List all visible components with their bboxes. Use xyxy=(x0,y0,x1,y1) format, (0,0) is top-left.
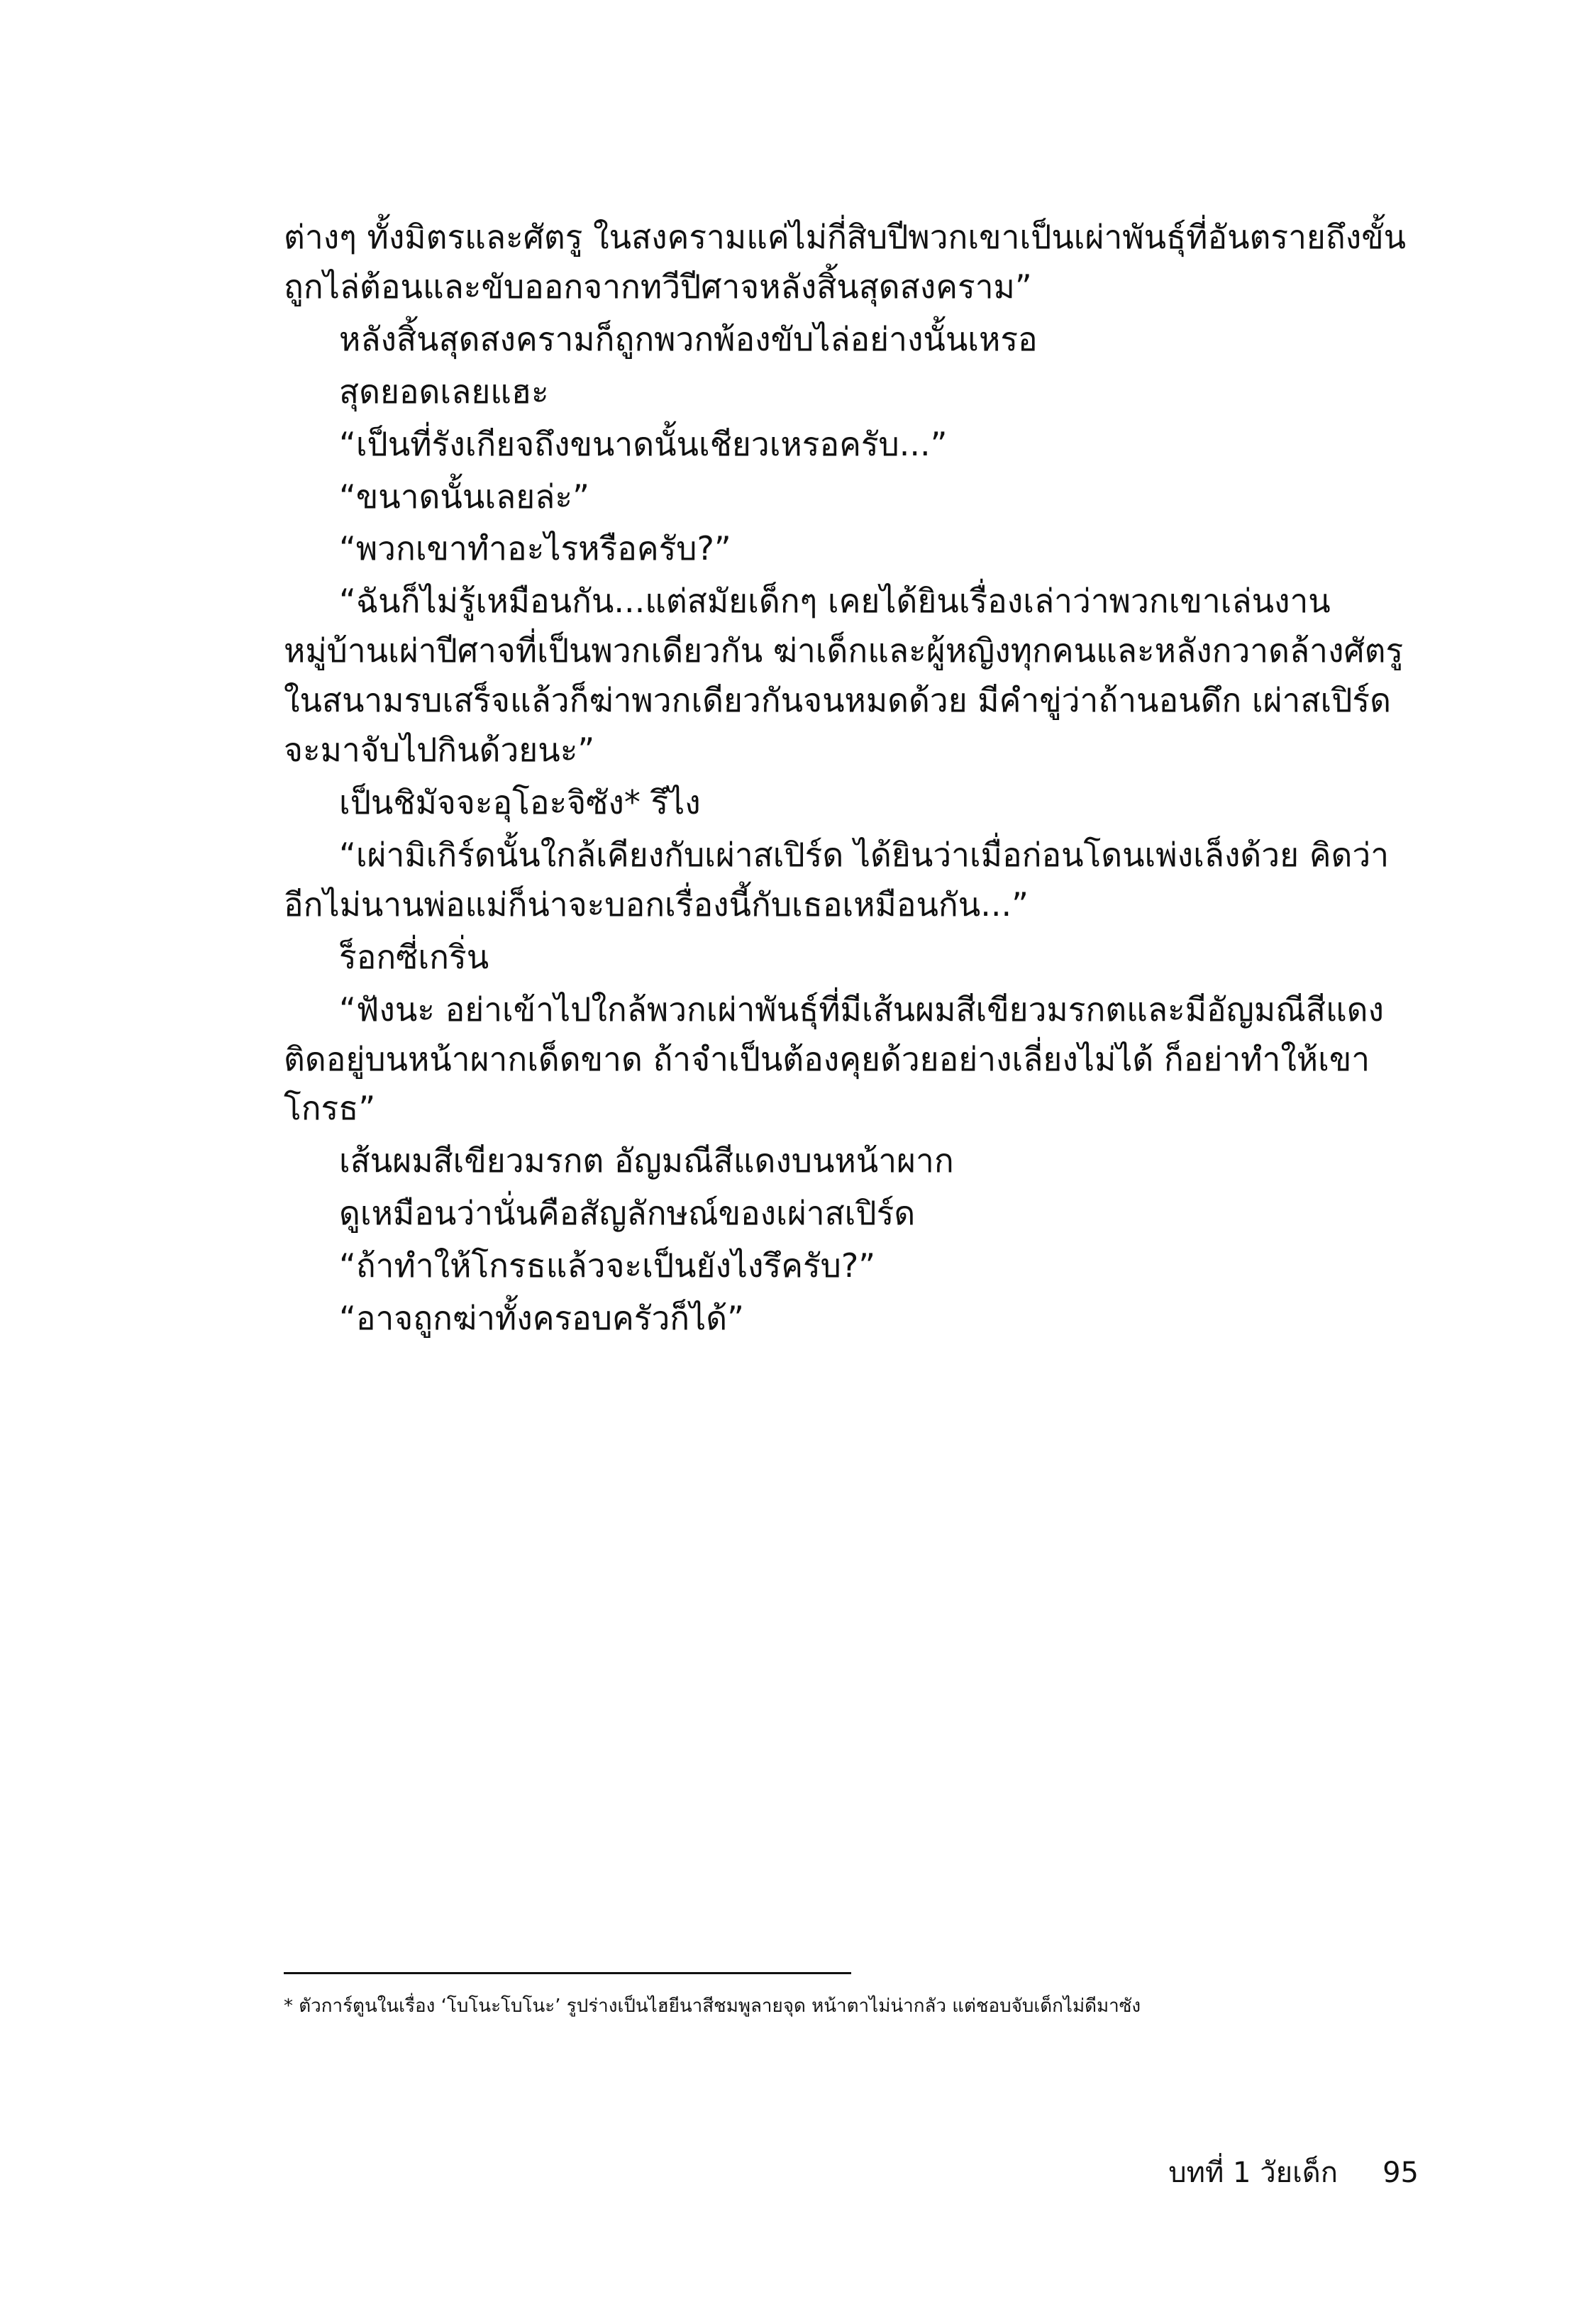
paragraph: ต่างๆ ทั้งมิตรและศัตรู ในสงครามแค่ไม่กี่สิบปีพวกเขาเป็นเผ่าพันธุ์ที่อันตรายถึงขั้นถูกไล่ต้อนและขับออกจากทวีปีศาจหลังสิ้นสุดสงคราม” xyxy=(284,218,1407,306)
paragraph: ร็อกซี่เกริ่น xyxy=(339,937,489,976)
paragraph: “ถ้าทำให้โกรธแล้วจะเป็นยังไงรึครับ?” xyxy=(339,1246,876,1285)
paragraph: “เป็นที่รังเกียจถึงขนาดนั้นเชียวเหรอครับ...” xyxy=(339,424,948,463)
paragraph: สุดยอดเลยแฮะ xyxy=(339,372,549,411)
footnote-section xyxy=(284,1972,1419,2020)
paragraph: เส้นผมสีเขียวมรกต อัญมณีสีแดงบนหน้าผาก xyxy=(339,1141,954,1180)
page-number: 95 xyxy=(1382,2157,1419,2189)
paragraph: “ฟังนะ อย่าเข้าไปใกล้พวกเผ่าพันธุ์ที่มีเส้นผมสีเขียวมรกตและมีอัญมณีสีแดงติดอยู่บนหน้าผากเด็ดขาด ถ้าจำเป็นต้องคุยด้วยอย่างเลี่ยงไม่ได้ ก็อย่าทำให้เขาโกรธ” xyxy=(284,990,1384,1128)
footnote-divider xyxy=(284,1972,851,1974)
paragraph: เป็นชิมัจจะอุโอะจิซัง* รึไง xyxy=(339,782,701,821)
paragraph: หลังสิ้นสุดสงครามก็ถูกพวกพ้องขับไล่อย่างนั้นเหรอ xyxy=(339,319,1038,358)
paragraph: “ขนาดนั้นเลยล่ะ” xyxy=(339,477,589,516)
footnote-text: * ตัวการ์ตูนในเรื่อง ‘โบโนะโบโนะ’ รูปร่างเป็นไฮยีนาสีชมพูลายจุด หน้าตาไม่น่ากลัว แต่ชอบจับเด็กไม่ดีมาซัง xyxy=(284,1995,1141,2017)
footer-chapter-label: บทที่ 1 วัยเด็ก xyxy=(1168,2157,1338,2189)
paragraph: “เผ่ามิเกิร์ดนั้นใกล้เคียงกับเผ่าสเปิร์ด ได้ยินว่าเมื่อก่อนโดนเพ่งเล็งด้วย คิดว่าอีกไม่นานพ่อแม่ก็น่าจะบอกเรื่องนี้กับเธอเหมือนกัน...” xyxy=(284,835,1390,924)
page-body-text xyxy=(284,213,1419,1346)
page-footer xyxy=(284,2149,1419,2195)
paragraph: “ฉันก็ไม่รู้เหมือนกัน...แต่สมัยเด็กๆ เคยได้ยินเรื่องเล่าว่าพวกเขาเล่นงานหมู่บ้านเผ่าปีศาจที่เป็นพวกเดียวกัน ฆ่าเด็กและผู้หญิงทุกคนและหลังกวาดล้างศัตรูในสนามรบเสร็จแล้วก็ฆ่าพวกเดียวกันจนหมดด้วย มีคำขู่ว่าถ้านอนดึก เผ่าสเปิร์ดจะมาจับไปกินด้วยนะ” xyxy=(284,582,1404,770)
paragraph: ดูเหมือนว่านั่นคือสัญลักษณ์ของเผ่าสเปิร์ด xyxy=(339,1194,916,1233)
paragraph: “อาจถูกฆ่าทั้งครอบครัวก็ได้” xyxy=(339,1299,745,1338)
paragraph: “พวกเขาทำอะไรหรือครับ?” xyxy=(339,529,731,568)
